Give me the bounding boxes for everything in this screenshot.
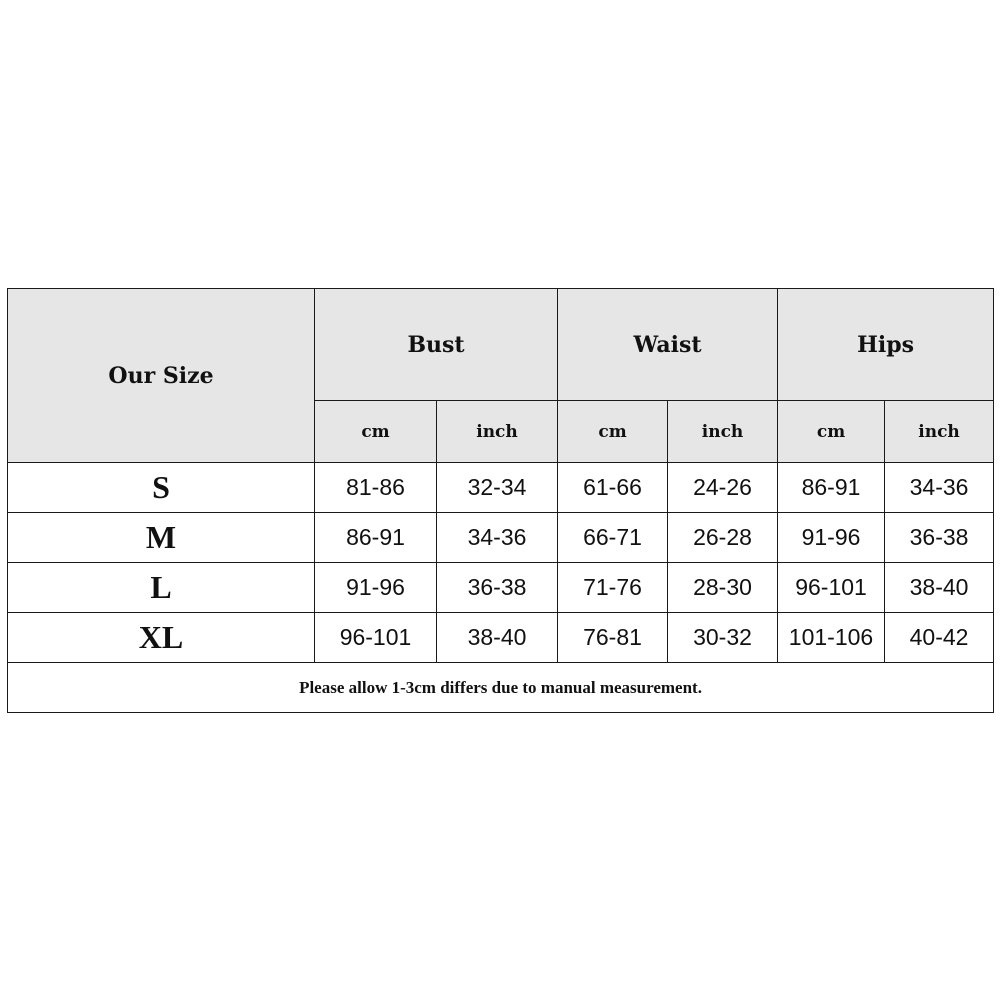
waist-cm-cell: 66-71: [558, 513, 668, 563]
hips-cm-cell: 96-101: [778, 563, 885, 613]
bust-cm-cell: 81-86: [315, 463, 437, 513]
bust-cm-cell: 96-101: [315, 613, 437, 663]
hips-inch-cell: 34-36: [885, 463, 994, 513]
bust-cm-cell: 86-91: [315, 513, 437, 563]
measurement-note: Please allow 1-3cm differs due to manual measurement.: [8, 663, 994, 713]
waist-cm-cell: 71-76: [558, 563, 668, 613]
table-row: [8, 513, 994, 563]
waist-inch-cell: 28-30: [668, 563, 778, 613]
hips-inch-header: inch: [885, 401, 994, 463]
hips-cm-header: cm: [778, 401, 885, 463]
waist-inch-cell: 30-32: [668, 613, 778, 663]
our-size-header: Our Size: [8, 289, 315, 463]
bust-inch-cell: 36-38: [437, 563, 558, 613]
size-label: S: [8, 463, 315, 513]
table-row: [8, 463, 994, 513]
size-label: XL: [8, 613, 315, 663]
size-chart-table: [7, 288, 994, 713]
size-label: L: [8, 563, 315, 613]
waist-inch-header: inch: [668, 401, 778, 463]
hips-cm-cell: 91-96: [778, 513, 885, 563]
bust-header: Bust: [315, 289, 558, 401]
bust-inch-header: inch: [437, 401, 558, 463]
hips-inch-cell: 38-40: [885, 563, 994, 613]
hips-inch-cell: 36-38: [885, 513, 994, 563]
bust-inch-cell: 32-34: [437, 463, 558, 513]
waist-header: Waist: [558, 289, 778, 401]
bust-inch-cell: 34-36: [437, 513, 558, 563]
waist-cm-cell: 61-66: [558, 463, 668, 513]
size-label: M: [8, 513, 315, 563]
bust-inch-cell: 38-40: [437, 613, 558, 663]
waist-cm-header: cm: [558, 401, 668, 463]
hips-cm-cell: 86-91: [778, 463, 885, 513]
bust-cm-cell: 91-96: [315, 563, 437, 613]
hips-cm-cell: 101-106: [778, 613, 885, 663]
table-row: [8, 613, 994, 663]
table-row: [8, 563, 994, 613]
hips-header: Hips: [778, 289, 994, 401]
waist-inch-cell: 24-26: [668, 463, 778, 513]
waist-inch-cell: 26-28: [668, 513, 778, 563]
hips-inch-cell: 40-42: [885, 613, 994, 663]
waist-cm-cell: 76-81: [558, 613, 668, 663]
bust-cm-header: cm: [315, 401, 437, 463]
